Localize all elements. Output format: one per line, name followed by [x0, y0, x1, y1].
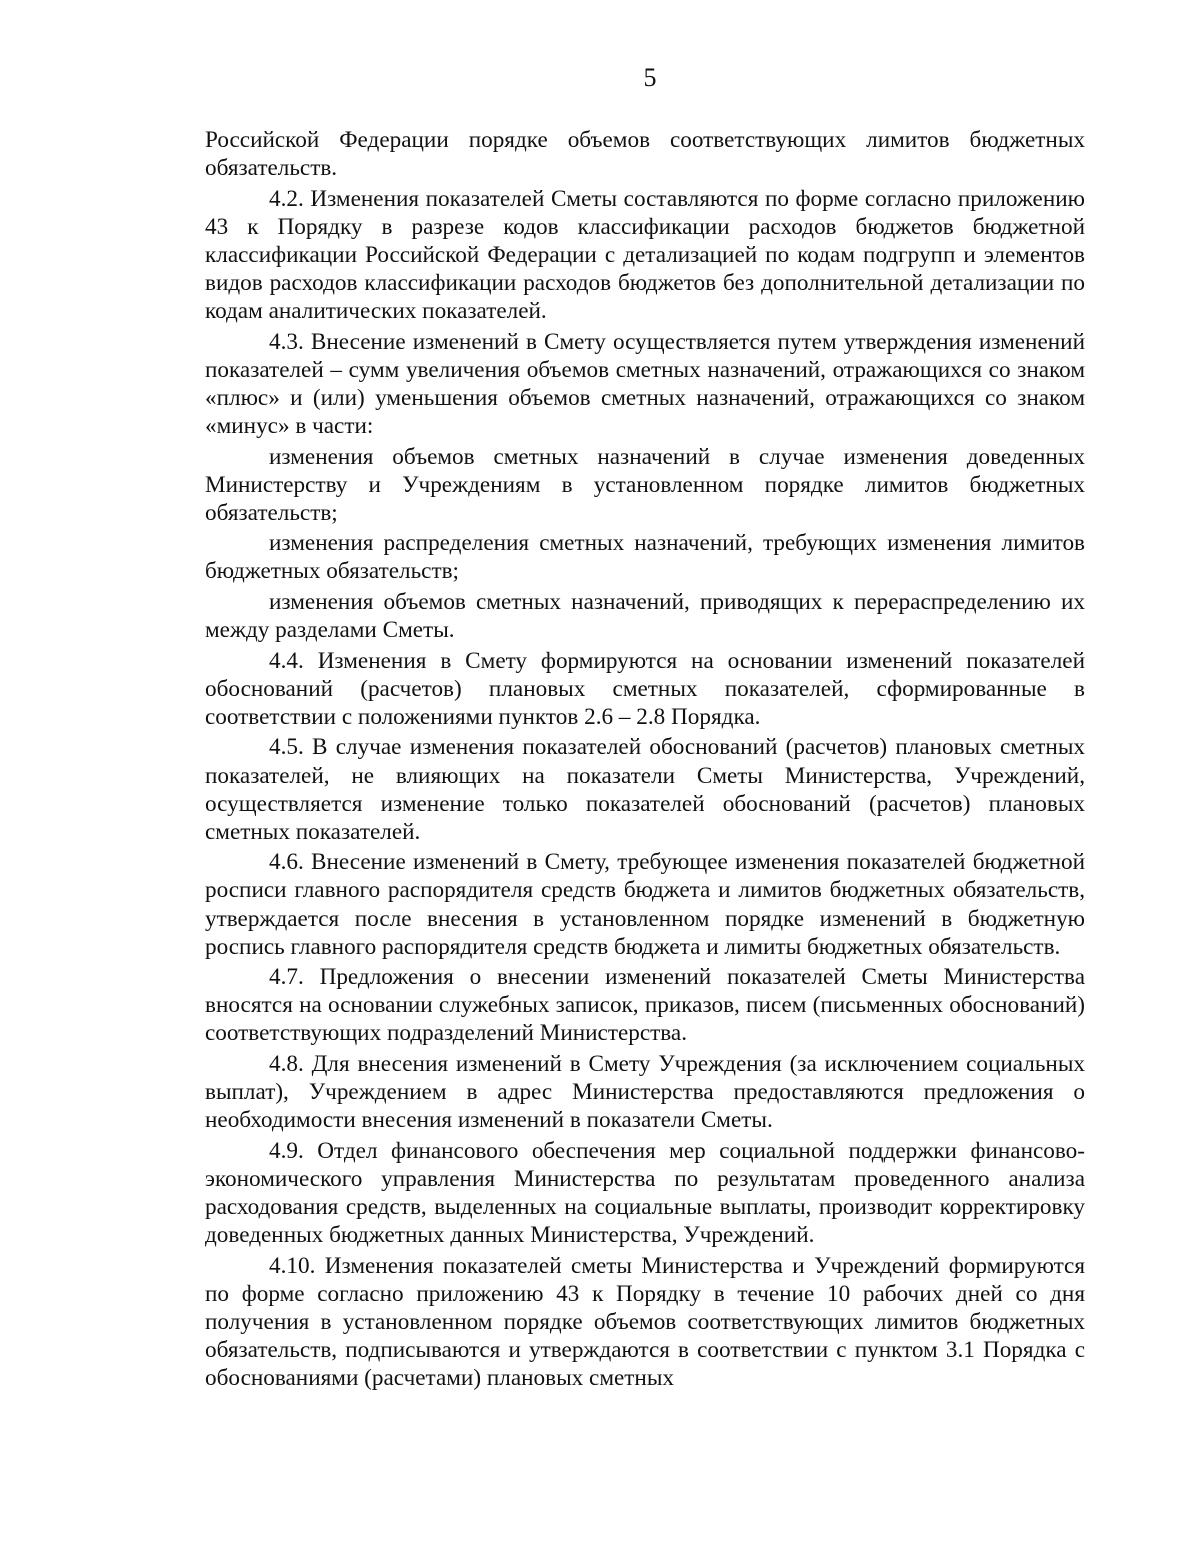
paragraph-4-9: 4.9. Отдел финансового обеспечения мер социальной поддержки финансово-экономического управления Министерства по результатам проведенного анализа расходования средств, выделенных на социальные выплаты, производит корректировку доведенных бюджетных данных Министерства, Учреждений.	[205, 1137, 1085, 1249]
paragraph-4-6: 4.6. Внесение изменений в Смету, требующее изменения показателей бюджетной росписи главного распорядителя средств бюджета и лимитов бюджетных обязательств, утверждается после внесения в установленном порядке изменений в бюджетную роспись главного распорядителя средств бюджета и лимиты бюджетных обязательств.	[205, 849, 1085, 960]
page-number: 5	[643, 63, 657, 92]
paragraph-4-4: 4.4. Изменения в Смету формируются на основании изменений показателей обоснований (расчетов) плановых сметных показателей, сформированные в соответствии с положениями пунктов 2.6 – 2.8 Порядка.	[205, 647, 1085, 730]
paragraph-4-10: 4.10. Изменения показателей сметы Министерства и Учреждений формируются по форме согласно приложению 43 к Порядку в течение 10 рабочих дней со дня получения в установленном порядке объемов соответствующих лимитов бюджетных обязательств, подписываются и утверждаются в соответствии с пунктом 3.1 Порядка с обоснованиями (расчетами) плановых сметных	[205, 1252, 1085, 1392]
paragraph-4-8: 4.8. Для внесения изменений в Смету Учреждения (за исключением социальных выплат), Учреждением в адрес Министерства предоставляются предложения о необходимости внесения изменений в показатели Сметы.	[205, 1051, 1085, 1134]
document-body	[205, 126, 1085, 1395]
paragraph-continuation: Российской Федерации порядке объемов соответствующих лимитов бюджетных обязательств.	[205, 127, 1085, 182]
paragraph-4-3-item-1: изменения объемов сметных назначений в случае изменения доведенных Министерству и Учреждениям в установленном порядке лимитов бюджетных обязательств;	[205, 443, 1085, 526]
paragraph-4-7: 4.7. Предложения о внесении изменений показателей Сметы Министерства вносятся на основании служебных записок, приказов, писем (письменных обоснований) соответствующих подразделений Министерства.	[205, 964, 1085, 1047]
paragraph-4-5: 4.5. В случае изменения показателей обоснований (расчетов) плановых сметных показателей, не влияющих на показатели Сметы Министерства, Учреждений, осуществляется изменение только показателей обоснований (расчетов) плановых сметных показателей.	[205, 734, 1085, 845]
paragraph-4-3-item-2: изменения распределения сметных назначений, требующих изменения лимитов бюджетных обязательств;	[205, 530, 1085, 585]
paragraph-4-3-item-3: изменения объемов сметных назначений, приводящих к перераспределению их между разделами Сметы.	[205, 589, 1085, 644]
paragraph-4-2: 4.2. Изменения показателей Сметы составляются по форме согласно приложению 43 к Порядку в разрезе кодов классификации расходов бюджетов бюджетной классификации Российской Федерации с детализацией по кодам подгрупп и элементов видов расходов классификации расходов бюджетов без дополнительной детализации по кодам аналитических показателей.	[205, 185, 1085, 325]
paragraph-4-3: 4.3. Внесение изменений в Смету осуществляется путем утверждения изменений показателей – сумм увеличения объемов сметных назначений, отражающихся со знаком «плюс» и (или) уменьшения объемов сметных назначений, отражающихся со знаком «минус» в части:	[205, 328, 1085, 439]
